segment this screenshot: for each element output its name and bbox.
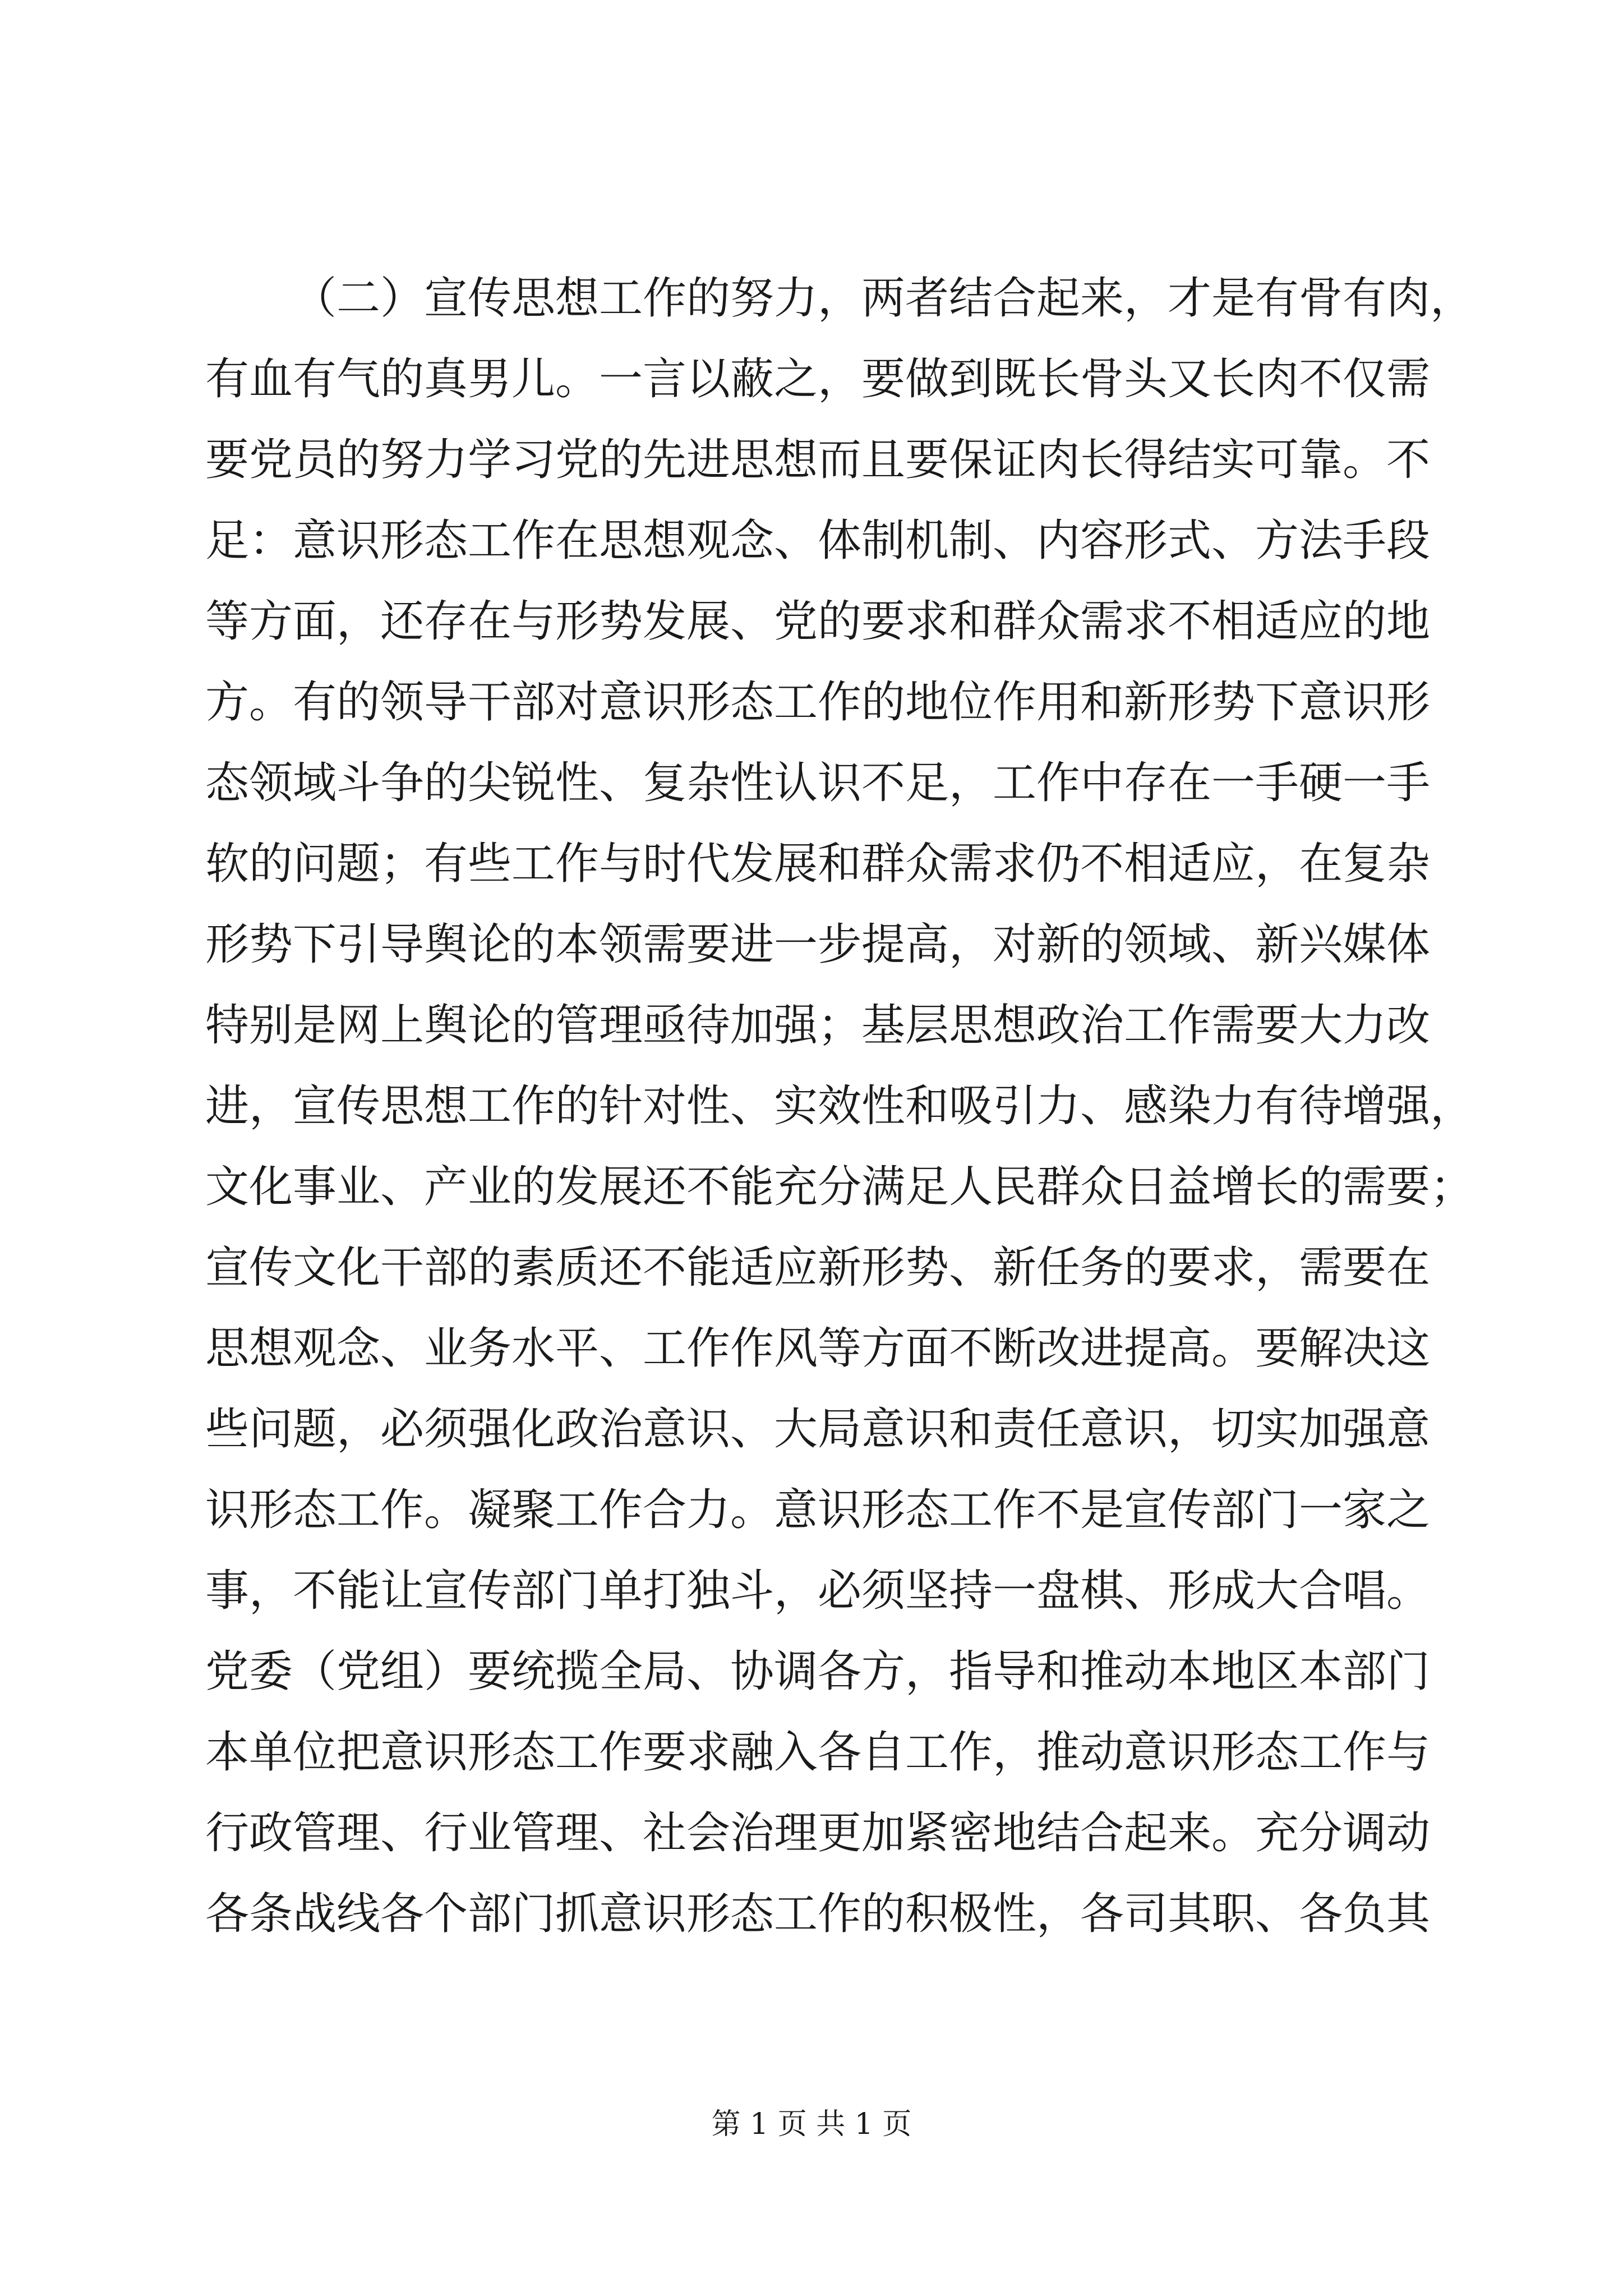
text-line: （二）宣传思想工作的努力，两者结合起来，才是有骨有肉， bbox=[293, 273, 1474, 324]
text-line: 文化事业、产业的发展还不能充分满足人民群众日益增长的需要； bbox=[205, 1162, 1474, 1212]
text-line: 等方面，还存在与形势发展、党的要求和群众需求不相适应的地 bbox=[205, 596, 1431, 647]
text-line: 本单位把意识形态工作要求融入各自工作，推动意识形态工作与 bbox=[205, 1727, 1431, 1778]
text-line: 识形态工作。凝聚工作合力。意识形态工作不是宣传部门一家之 bbox=[205, 1485, 1431, 1535]
page-number-footer: 第 1 页 共 1 页 bbox=[711, 2108, 912, 2141]
text-line: 进，宣传思想工作的针对性、实效性和吸引力、感染力有待增强， bbox=[205, 1081, 1474, 1131]
text-line: 些问题，必须强化政治意识、大局意识和责任意识，切实加强意 bbox=[205, 1404, 1431, 1455]
text-line: 要党员的努力学习党的先进思想而且要保证肉长得结实可靠。不 bbox=[205, 435, 1431, 485]
text-line: 形势下引导舆论的本领需要进一步提高，对新的领域、新兴媒体 bbox=[205, 919, 1431, 970]
text-line: 特别是网上舆论的管理亟待加强；基层思想政治工作需要大力改 bbox=[205, 1000, 1431, 1051]
text-line: 有血有气的真男儿。一言以蔽之，要做到既长骨头又长肉不仅需 bbox=[205, 354, 1431, 404]
text-line: 足：意识形态工作在思想观念、体制机制、内容形式、方法手段 bbox=[205, 516, 1431, 566]
text-line: 事，不能让宣传部门单打独斗，必须坚持一盘棋、形成大合唱。 bbox=[205, 1566, 1431, 1616]
text-line: 宣传文化干部的素质还不能适应新形势、新任务的要求，需要在 bbox=[205, 1243, 1431, 1293]
text-line: 党委（党组）要统揽全局、协调各方，指导和推动本地区本部门 bbox=[205, 1646, 1431, 1697]
text-line: 软的问题；有些工作与时代发展和群众需求仍不相适应，在复杂 bbox=[205, 839, 1431, 889]
text-line: 方。有的领导干部对意识形态工作的地位作用和新形势下意识形 bbox=[205, 677, 1431, 728]
text-line: 态领域斗争的尖锐性、复杂性认识不足，工作中存在一手硬一手 bbox=[205, 758, 1431, 808]
text-line: 行政管理、行业管理、社会治理更加紧密地结合起来。充分调动 bbox=[205, 1808, 1431, 1858]
text-line: 思想观念、业务水平、工作作风等方面不断改进提高。要解决这 bbox=[205, 1323, 1431, 1374]
text-line: 各条战线各个部门抓意识形态工作的积极性，各司其职、各负其 bbox=[205, 1889, 1431, 1939]
body-paragraph bbox=[205, 258, 1474, 1954]
